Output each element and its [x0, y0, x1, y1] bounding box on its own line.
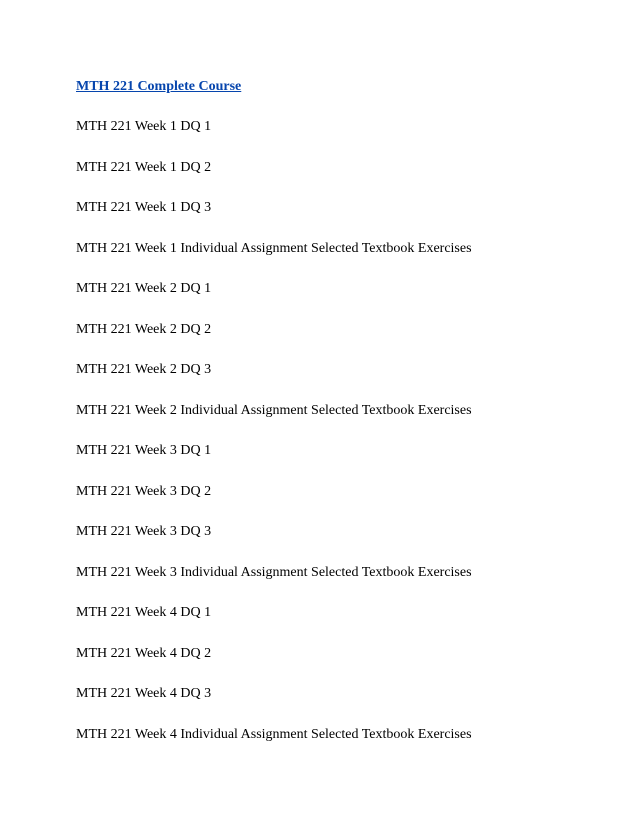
list-item: MTH 221 Week 3 DQ 1	[76, 443, 212, 458]
document-body	[76, 79, 596, 767]
list-item: MTH 221 Week 3 DQ 2	[76, 483, 212, 499]
list-item: MTH 221 Week 1 Individual Assignment Selected Textbook Exercises	[76, 240, 472, 256]
list-item: MTH 221 Week 3 DQ 3	[76, 524, 212, 539]
list-item: MTH 221 Week 1 DQ 2	[76, 159, 212, 175]
list-item: MTH 221 Week 4 DQ 1	[76, 605, 212, 620]
list-item: MTH 221 Week 2 DQ 2	[76, 321, 212, 337]
complete-course-link[interactable]: MTH 221 Complete Course	[76, 79, 242, 94]
list-item: MTH 221 Week 4 DQ 3	[76, 686, 212, 701]
list-item: MTH 221 Week 2 DQ 3	[76, 362, 212, 377]
list-item: MTH 221 Week 1 DQ 1	[76, 119, 212, 134]
course-item-list	[76, 119, 596, 743]
list-item: MTH 221 Week 4 Individual Assignment Selected Textbook Exercises	[76, 726, 472, 742]
list-item: MTH 221 Week 3 Individual Assignment Selected Textbook Exercises	[76, 564, 472, 580]
list-item: MTH 221 Week 2 Individual Assignment Selected Textbook Exercises	[76, 402, 472, 418]
list-item: MTH 221 Week 1 DQ 3	[76, 200, 212, 215]
list-item: MTH 221 Week 4 DQ 2	[76, 645, 212, 661]
list-item: MTH 221 Week 2 DQ 1	[76, 281, 212, 296]
